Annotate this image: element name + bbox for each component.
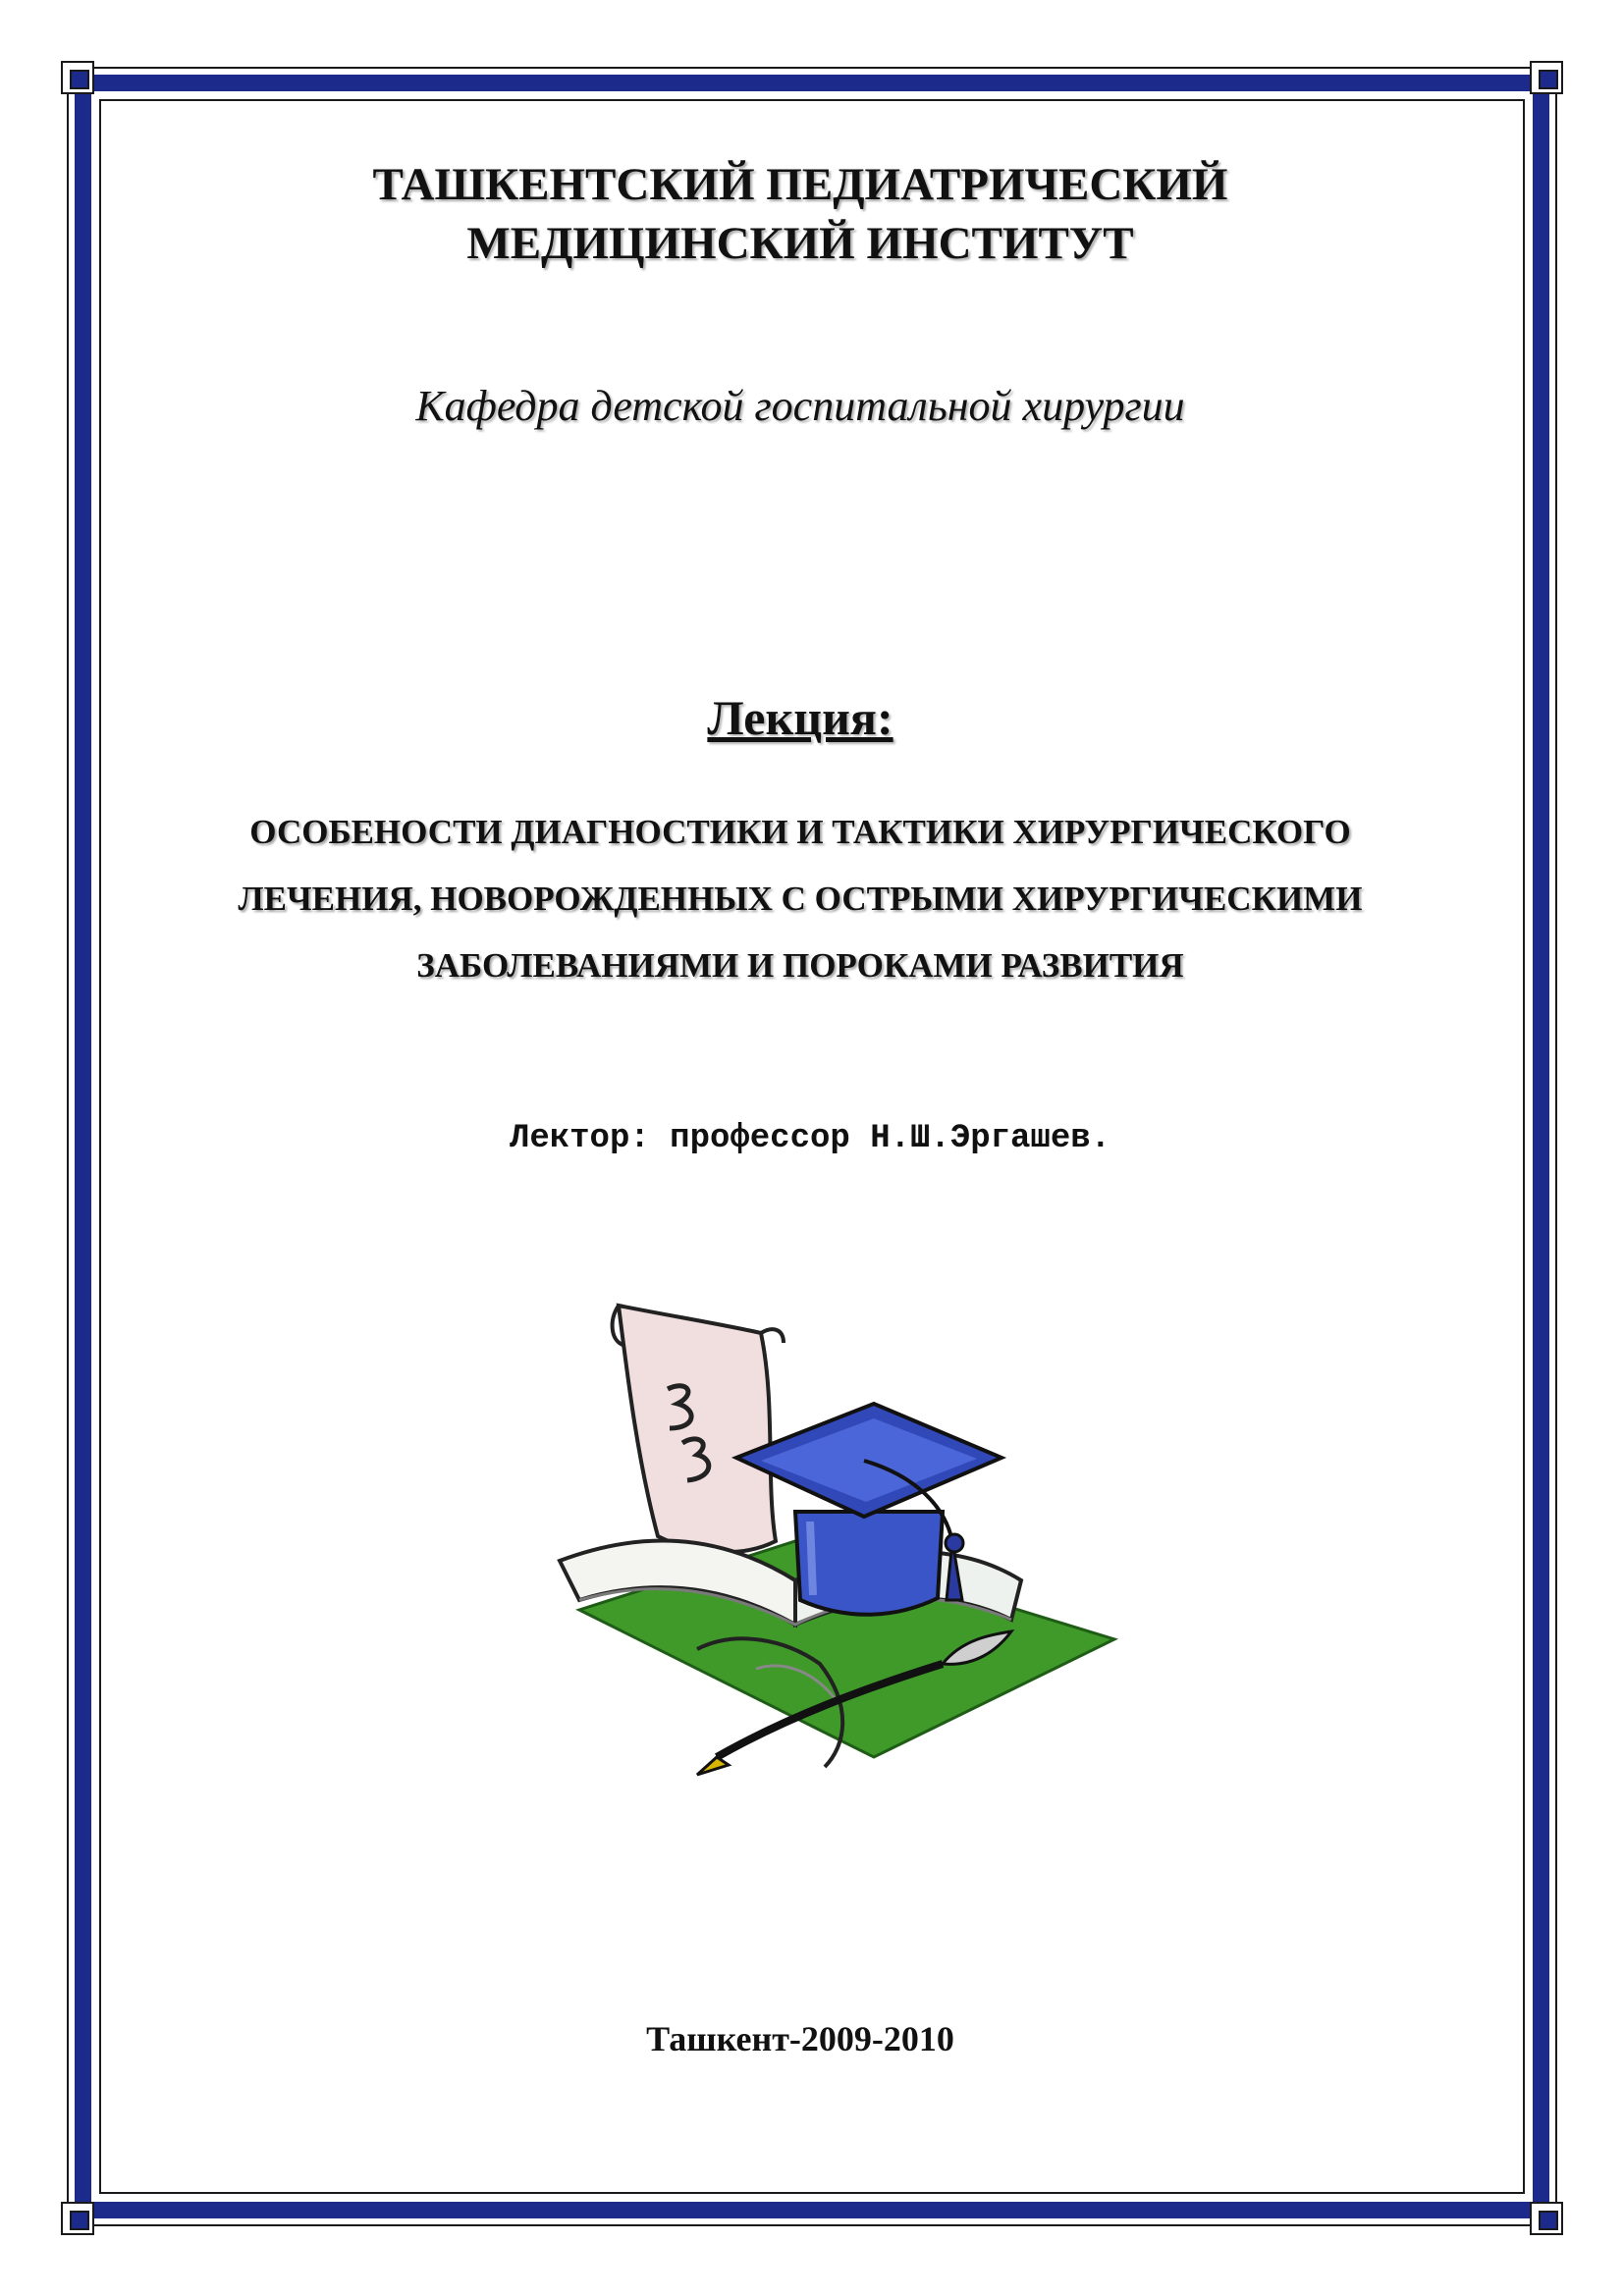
institute-name-line-2: МЕДИЦИНСКИЙ ИНСТИТУТ <box>466 218 1134 269</box>
lecture-label: Лекция: <box>707 690 893 745</box>
institute-name <box>147 155 1453 273</box>
diploma-scroll-icon <box>613 1306 784 1552</box>
frame-corner-bottom-left <box>61 2202 94 2235</box>
frame-corner-top-right <box>1530 61 1563 94</box>
education-clipart <box>550 1286 1129 1796</box>
frame-corner-bottom-right <box>1530 2202 1563 2235</box>
lecture-title-line-2: ЛЕЧЕНИЯ, НОВОРОЖДЕННЫХ С ОСТРЫМИ ХИРУРГИЧЕСКИМИ <box>238 880 1363 918</box>
lecturer-line: Лектор: профессор Н.Ш.Эргашев. <box>509 1120 1111 1157</box>
institute-name-line-1: ТАШКЕНТСКИЙ ПЕДИАТРИЧЕСКИЙ <box>372 159 1228 210</box>
frame-corner-top-left <box>61 61 94 94</box>
lecture-title-line-1: ОСОБЕНОСТИ ДИАГНОСТИКИ И ТАКТИКИ ХИРУРГИЧЕСКОГО <box>249 813 1351 851</box>
city-and-years: Ташкент-2009-2010 <box>646 2019 954 2058</box>
department-name: Кафедра детской госпитальной хирургии <box>415 382 1185 430</box>
lecture-title-line-3: ЗАБОЛЕВАНИЯМИ И ПОРОКАМИ РАЗВИТИЯ <box>416 946 1184 985</box>
lecture-title <box>147 799 1453 999</box>
